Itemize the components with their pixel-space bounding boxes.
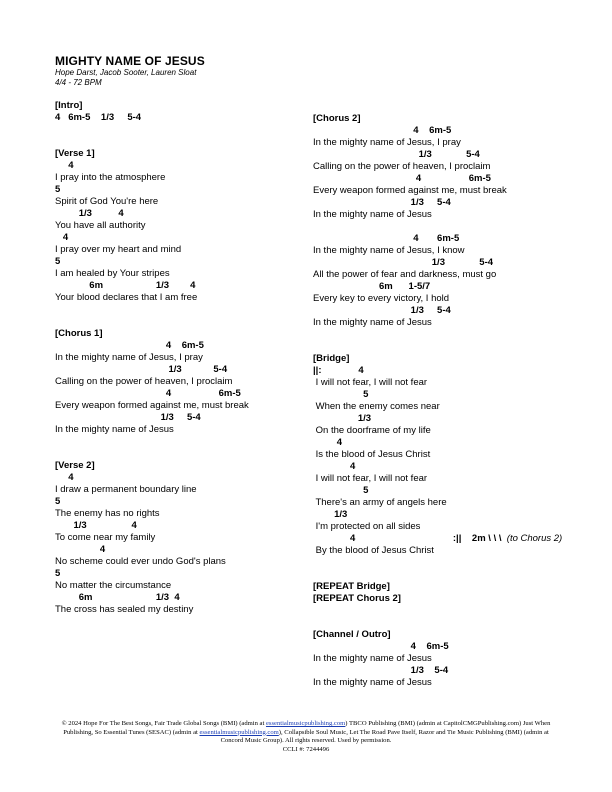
chord-text: 1/3 5-4: [313, 149, 480, 160]
chord-line: [313, 437, 573, 449]
section-heading: [Channel / Outro]: [313, 629, 391, 640]
chord-text: 1/3 5-4: [313, 257, 494, 268]
chord-line: [55, 496, 315, 508]
copyright-footer: [60, 720, 552, 754]
song-header: [55, 54, 205, 88]
lyric-line: Every key to every victory, I hold: [313, 293, 450, 304]
chord-line: [313, 641, 573, 653]
copyright-text-3: ), Collapsible Soul Music, Let The Road Pave Itself, Razor and Tie Music Publishing (BMI) (admin at Concord Music Group). All rights reserved. Used by permission.: [220, 728, 549, 744]
chord-text: 1/3 5-4: [55, 412, 201, 423]
chord-line: [55, 568, 315, 580]
lyric-line: In the mighty name of Jesus: [313, 677, 432, 688]
lyric-line: To come near my family: [55, 532, 156, 543]
chord-line: [55, 412, 315, 424]
lyric-line: In the mighty name of Jesus, I pray: [55, 352, 203, 363]
chord-text: 4 6m-5: [55, 388, 241, 399]
section-heading: [REPEAT Bridge]: [313, 581, 390, 592]
song-section: [313, 581, 573, 593]
chord-text: 4 6m-5: [313, 173, 491, 184]
chord-line: [313, 461, 573, 473]
song-section: [313, 629, 573, 689]
chord-text: 6m 1/3 4: [55, 592, 180, 603]
lyric-line: Your blood declares that I am free: [55, 292, 198, 303]
right-column: [313, 113, 573, 713]
chord-text: 1/3: [313, 509, 348, 520]
chord-line: [313, 665, 573, 677]
lyric-line: Calling on the power of heaven, I proclaim: [55, 376, 233, 387]
lyric-line: In the mighty name of Jesus: [313, 209, 432, 220]
chord-line: [313, 197, 573, 209]
lyric-line: I draw a permanent boundary line: [55, 484, 197, 495]
chord-line: [313, 533, 573, 545]
chord-line: [55, 340, 315, 352]
chord-line: [55, 184, 315, 196]
chord-text: ||: 4: [313, 365, 364, 376]
chord-text: 5: [55, 256, 61, 267]
song-section: [55, 328, 315, 436]
lyric-line: In the mighty name of Jesus: [55, 424, 174, 435]
lyric-line: I am healed by Your stripes: [55, 268, 170, 279]
chord-text: 4: [55, 544, 106, 555]
chord-text: 4: [313, 437, 343, 448]
chord-line: [55, 280, 315, 292]
lyric-line: In the mighty name of Jesus: [313, 317, 432, 328]
chord-line: [55, 160, 315, 172]
lyric-line: I will not fear, I will not fear: [313, 473, 428, 484]
chord-text: 5: [313, 389, 369, 400]
chord-line: [313, 509, 573, 521]
lyric-line: No matter the circumstance: [55, 580, 172, 591]
song-title: MIGHTY NAME OF JESUS: [55, 54, 205, 68]
chord-text: 4 6m-5: [55, 340, 204, 351]
section-heading: [Chorus 2]: [313, 113, 361, 124]
lyric-line: You have all authority: [55, 220, 146, 231]
section-heading: [Verse 1]: [55, 148, 95, 159]
chord-line: [55, 232, 315, 244]
song-meta: 4/4 - 72 BPM: [55, 78, 102, 87]
chord-line: [313, 125, 573, 137]
chord-line: [55, 388, 315, 400]
song-section: [55, 100, 315, 124]
chord-line: [55, 544, 315, 556]
chord-text: 4: [55, 472, 74, 483]
chord-line: [313, 221, 573, 233]
song-section: [55, 148, 315, 304]
lyric-line: The cross has sealed my destiny: [55, 604, 194, 615]
lyric-line: I will not fear, I will not fear: [313, 377, 428, 388]
chord-line: [313, 485, 573, 497]
chord-text: 1/3 4: [55, 208, 124, 219]
lyric-line: No scheme could ever undo God's plans: [55, 556, 226, 567]
chord-line: [55, 112, 315, 124]
ccli-number: CCLI #: 7244496: [282, 745, 330, 753]
chord-line: [313, 389, 573, 401]
chord-text: 4 :|| 2m \ \ \: [313, 533, 502, 544]
chord-line: [55, 208, 315, 220]
chord-line: [313, 281, 573, 293]
chord-line: [313, 149, 573, 161]
chord-text: 1/3 5-4: [313, 197, 451, 208]
lyric-line: The enemy has no rights: [55, 508, 160, 519]
lyric-line: There's an army of angels here: [313, 497, 447, 508]
lyric-line: In the mighty name of Jesus: [313, 653, 432, 664]
song-section: [313, 353, 573, 557]
song-section: [55, 460, 315, 616]
copyright-text-1: © 2024 Hope For The Best Songs, Fair Trade Global Songs (BMI) (admin at: [61, 720, 266, 727]
lyric-line: I pray over my heart and mind: [55, 244, 182, 255]
song-section: [313, 113, 573, 329]
chord-line: [313, 365, 573, 377]
chord-line: [55, 364, 315, 376]
chord-line: [55, 472, 315, 484]
direction-note: (to Chorus 2): [501, 533, 563, 544]
lyric-line: Is the blood of Jesus Christ: [313, 449, 431, 460]
chord-text: 5: [313, 485, 369, 496]
chord-line: [313, 233, 573, 245]
song-writers: Hope Darst, Jacob Sooter, Lauren Sloat: [55, 68, 197, 77]
chord-line: [313, 305, 573, 317]
chord-line: [55, 592, 315, 604]
chord-line: [55, 520, 315, 532]
chord-line: [55, 256, 315, 268]
copyright-link-1[interactable]: essentialmusicpublishing.com: [265, 720, 346, 727]
lyric-line: By the blood of Jesus Christ: [313, 545, 434, 556]
copyright-text-2: ) TBCO Publishing (BMI) (admin at CapitolCMGPublishing.com) Just When Publishing, So Essential Tunes (SESAC) (admin at: [63, 720, 551, 736]
chord-text: 1/3: [313, 413, 372, 424]
chord-text: 4: [55, 160, 74, 171]
chord-text: 6m 1-5/7: [313, 281, 431, 292]
lyric-line: I pray into the atmosphere: [55, 172, 166, 183]
lyric-line: In the mighty name of Jesus, I pray: [313, 137, 461, 148]
lyric-line: All the power of fear and darkness, must go: [313, 269, 497, 280]
chord-text: 4: [313, 461, 356, 472]
chord-line: [313, 413, 573, 425]
chord-text: 4 6m-5: [313, 125, 452, 136]
chord-text: 1/3 5-4: [55, 364, 228, 375]
lyric-line: When the enemy comes near: [313, 401, 440, 412]
section-heading: [Verse 2]: [55, 460, 95, 471]
chord-text: 4 6m-5: [313, 233, 460, 244]
section-heading: [Bridge]: [313, 353, 350, 364]
chord-text: 4 6m-5: [313, 641, 449, 652]
chord-line: [313, 173, 573, 185]
copyright-link-2[interactable]: essentialmusicpublishing.com: [199, 728, 279, 736]
lyric-line: Every weapon formed against me, must break: [313, 185, 507, 196]
left-column: [55, 100, 315, 640]
chord-text: 4: [55, 232, 69, 243]
lyric-line: On the doorframe of my life: [313, 425, 431, 436]
section-heading: [Intro]: [55, 100, 83, 111]
chord-text: 6m 1/3 4: [55, 280, 196, 291]
lyric-line: Every weapon formed against me, must break: [55, 400, 249, 411]
lyric-line: Calling on the power of heaven, I proclaim: [313, 161, 491, 172]
lyric-line: I'm protected on all sides: [313, 521, 421, 532]
chord-text: 5: [55, 496, 61, 507]
chord-text: 1/3 5-4: [313, 665, 449, 676]
section-heading: [REPEAT Chorus 2]: [313, 593, 401, 604]
chord-text: 4 6m-5 1/3 5-4: [55, 112, 142, 123]
lyric-line: In the mighty name of Jesus, I know: [313, 245, 465, 256]
song-section: [313, 593, 573, 605]
chord-text: 5: [55, 568, 61, 579]
chord-text: 1/3 5-4: [313, 305, 451, 316]
lyric-line: Spirit of God You're here: [55, 196, 159, 207]
chord-line: [313, 257, 573, 269]
chord-text: 5: [55, 184, 61, 195]
chord-text: 1/3 4: [55, 520, 137, 531]
section-heading: [Chorus 1]: [55, 328, 103, 339]
